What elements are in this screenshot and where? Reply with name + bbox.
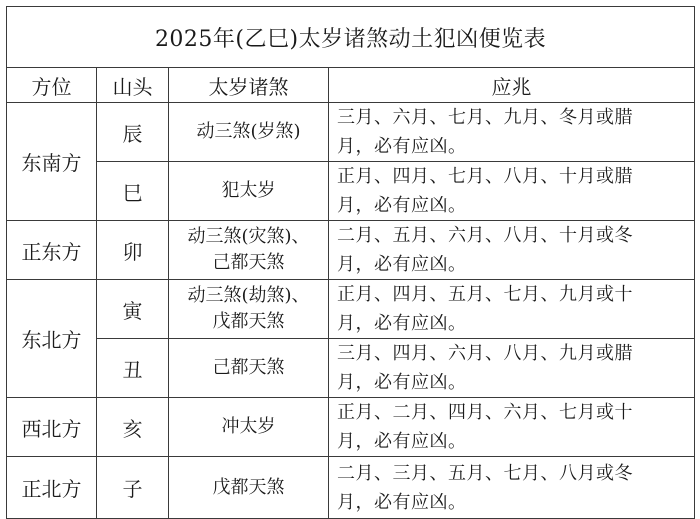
sha-cell	[169, 162, 329, 221]
omen-cell	[329, 339, 695, 398]
header-direction: 方位	[7, 68, 97, 103]
sha-cell	[169, 221, 329, 280]
omen-line: 月，必有应凶。	[337, 491, 467, 513]
mountain-cell: 亥	[97, 398, 169, 457]
mountain-cell: 巳	[97, 162, 169, 221]
direction-cell: 西北方	[7, 398, 97, 457]
header-omen: 应兆	[329, 68, 695, 103]
direction-cell: 正北方	[7, 457, 97, 519]
sha-cell	[169, 339, 329, 398]
direction-cell: 正东方	[7, 221, 97, 280]
sha-cell	[169, 103, 329, 162]
omen-line: 三月、四月、六月、八月、九月或腊	[337, 343, 633, 364]
header-mountain: 山头	[97, 68, 169, 103]
omen-line: 月，必有应凶。	[337, 313, 467, 334]
sha-line: 己都天煞	[212, 252, 285, 273]
sha-line: 动三煞(岁煞)	[196, 121, 301, 142]
omen-cell	[329, 457, 695, 519]
omen-line: 月，必有应凶。	[337, 431, 467, 452]
table-row	[7, 398, 695, 457]
omen-line: 正月、四月、五月、七月、九月或十	[337, 284, 633, 305]
direction-cell: 东北方	[7, 280, 97, 398]
omen-line: 二月、五月、六月、八月、十月或冬	[337, 225, 633, 246]
table-row	[7, 221, 695, 280]
omen-cell	[329, 103, 695, 162]
omen-line: 月，必有应凶。	[337, 136, 467, 157]
direction-cell: 东南方	[7, 103, 97, 221]
mountain-cell: 辰	[97, 103, 169, 162]
sha-cell	[169, 398, 329, 457]
omen-line: 三月、六月、七月、九月、冬月或腊	[337, 107, 633, 128]
mountain-cell: 丑	[97, 339, 169, 398]
table-row	[7, 457, 695, 519]
sha-line: 己都天煞	[212, 357, 285, 378]
omen-cell	[329, 162, 695, 221]
sha-line: 戊都天煞	[212, 476, 285, 498]
omen-line: 正月、四月、七月、八月、十月或腊	[337, 166, 633, 187]
mountain-cell: 卯	[97, 221, 169, 280]
mountain-cell: 寅	[97, 280, 169, 339]
mountain-cell: 子	[97, 457, 169, 519]
header-sha: 太岁诸煞	[169, 68, 329, 103]
sha-cell	[169, 280, 329, 339]
omen-line: 月，必有应凶。	[337, 254, 467, 275]
table-row	[7, 103, 695, 162]
omen-cell	[329, 280, 695, 339]
sha-line: 犯太岁	[221, 180, 276, 201]
table-row	[7, 280, 695, 339]
almanac-table	[6, 6, 695, 519]
omen-line: 月，必有应凶。	[337, 372, 467, 393]
omen-line: 月，必有应凶。	[337, 195, 467, 216]
header-row	[7, 68, 695, 103]
sha-line: 冲太岁	[221, 416, 276, 437]
sha-line: 动三煞(灾煞)、	[187, 226, 310, 247]
omen-cell	[329, 398, 695, 457]
omen-line: 正月、二月、四月、六月、七月或十	[337, 402, 633, 423]
sha-line: 动三煞(劫煞)、	[187, 285, 310, 306]
table-row	[7, 162, 695, 221]
omen-cell	[329, 221, 695, 280]
omen-line: 二月、三月、五月、七月、八月或冬	[337, 462, 633, 484]
sha-cell	[169, 457, 329, 519]
sha-line: 戊都天煞	[212, 311, 285, 332]
table-row	[7, 339, 695, 398]
table-title: 2025年(乙巳)太岁诸煞动土犯凶便览表	[7, 7, 695, 68]
